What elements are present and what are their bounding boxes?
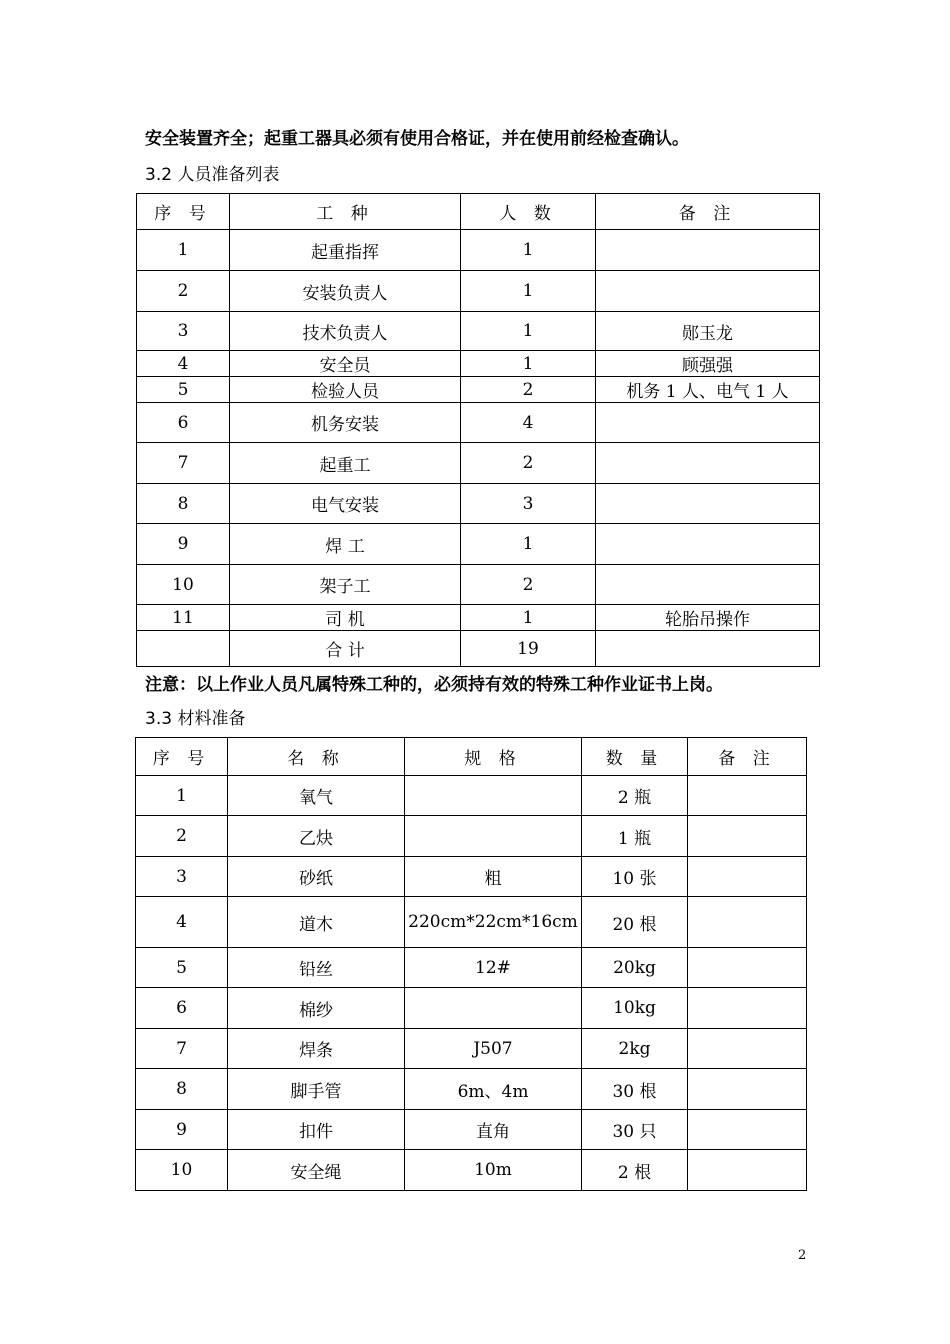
personnel_table-cell: 机务 1 人、电气 1 人 xyxy=(596,377,820,403)
personnel_table-cell: 10 xyxy=(137,565,230,605)
personnel_table-row xyxy=(137,271,820,312)
materials_table-cell: 安全绳 xyxy=(228,1150,405,1191)
personnel_table-header-cell: 工 种 xyxy=(230,194,461,230)
intro-line: 安全装置齐全；起重工器具必须有使用合格证，并在使用前经检查确认。 xyxy=(145,129,689,149)
materials_table-row xyxy=(136,988,807,1029)
personnel_table-cell xyxy=(596,484,820,524)
personnel_table-cell: 技术负责人 xyxy=(230,312,461,351)
personnel_table-cell xyxy=(137,631,230,667)
materials_table-cell: 粗 xyxy=(405,857,582,897)
personnel_table-cell: 1 xyxy=(461,605,596,631)
materials_table-cell: 30 根 xyxy=(582,1069,688,1110)
materials_table-cell: 12# xyxy=(405,948,582,988)
personnel_table-row xyxy=(137,377,820,403)
materials_table-cell xyxy=(688,988,807,1029)
personnel_table-cell: 1 xyxy=(137,230,230,271)
personnel_table-cell xyxy=(596,565,820,605)
personnel_table-cell xyxy=(596,443,820,484)
materials_table-row xyxy=(136,948,807,988)
materials_table-row xyxy=(136,1150,807,1191)
materials_table-cell: 铅丝 xyxy=(228,948,405,988)
personnel_table-cell: 安全员 xyxy=(230,351,461,377)
materials_table-cell: 2 根 xyxy=(582,1150,688,1191)
materials_table-cell: 4 xyxy=(136,897,228,948)
materials_table-cell xyxy=(688,1029,807,1069)
personnel_table-cell: 检验人员 xyxy=(230,377,461,403)
materials_table-cell: 6m、4m xyxy=(405,1069,582,1110)
materials_table-cell: 10kg xyxy=(582,988,688,1029)
personnel_table-cell xyxy=(596,403,820,443)
personnel_table-cell: 1 xyxy=(461,312,596,351)
materials_table-cell xyxy=(688,1069,807,1110)
materials_table-header-cell: 名 称 xyxy=(228,738,405,776)
materials_table-cell: 2kg xyxy=(582,1029,688,1069)
personnel_table-cell: 2 xyxy=(461,377,596,403)
personnel_table-cell: 轮胎吊操作 xyxy=(596,605,820,631)
personnel_table-cell: 8 xyxy=(137,484,230,524)
materials_table-cell: 10 xyxy=(136,1150,228,1191)
personnel_table-row xyxy=(137,443,820,484)
materials_table-cell: 2 瓶 xyxy=(582,776,688,816)
personnel_table-cell: 2 xyxy=(461,565,596,605)
section-title-materials: 3.3 材料准备 xyxy=(145,709,246,729)
personnel_table-cell: 合 计 xyxy=(230,631,461,667)
personnel_table-row xyxy=(137,351,820,377)
personnel_table-header-row xyxy=(137,194,820,230)
materials_table-cell xyxy=(405,776,582,816)
materials_table-cell xyxy=(688,1110,807,1150)
materials_table-cell: 5 xyxy=(136,948,228,988)
personnel_table-cell: 11 xyxy=(137,605,230,631)
materials_table-cell: 10m xyxy=(405,1150,582,1191)
personnel_table-cell: 顾强强 xyxy=(596,351,820,377)
personnel_table-cell xyxy=(596,230,820,271)
personnel_table-row xyxy=(137,230,820,271)
personnel_table-cell: 6 xyxy=(137,403,230,443)
materials_table-cell xyxy=(688,948,807,988)
personnel_table-cell: 起重工 xyxy=(230,443,461,484)
materials_table-cell: 乙炔 xyxy=(228,816,405,857)
personnel_table-cell: 19 xyxy=(461,631,596,667)
personnel_table-row xyxy=(137,605,820,631)
personnel_table-cell: 司 机 xyxy=(230,605,461,631)
personnel-table xyxy=(136,193,820,667)
materials_table-cell xyxy=(405,816,582,857)
personnel_table-cell xyxy=(596,631,820,667)
personnel_table-cell: 1 xyxy=(461,230,596,271)
personnel_table-cell: 2 xyxy=(137,271,230,312)
materials_table-header-cell: 规 格 xyxy=(405,738,582,776)
materials_table-cell: 20kg xyxy=(582,948,688,988)
section-title-personnel: 3.2 人员准备列表 xyxy=(145,165,280,185)
personnel_table-row xyxy=(137,631,820,667)
personnel_table-cell xyxy=(596,524,820,565)
personnel_table-cell: 3 xyxy=(461,484,596,524)
materials_table-row xyxy=(136,857,807,897)
materials_table-cell: 7 xyxy=(136,1029,228,1069)
personnel_table-cell: 2 xyxy=(461,443,596,484)
personnel_table-cell: 郧玉龙 xyxy=(596,312,820,351)
materials_table-cell xyxy=(688,776,807,816)
personnel_table-row xyxy=(137,565,820,605)
personnel_table-cell: 起重指挥 xyxy=(230,230,461,271)
materials_table-cell: 道木 xyxy=(228,897,405,948)
personnel_table-cell: 焊 工 xyxy=(230,524,461,565)
personnel_table-header-cell: 备 注 xyxy=(596,194,820,230)
materials_table-header-row xyxy=(136,738,807,776)
materials_table-cell: 1 瓶 xyxy=(582,816,688,857)
materials_table-cell: 扣件 xyxy=(228,1110,405,1150)
personnel_table-cell: 1 xyxy=(461,351,596,377)
personnel_table-cell: 5 xyxy=(137,377,230,403)
materials_table-cell: 焊条 xyxy=(228,1029,405,1069)
materials_table-cell: 9 xyxy=(136,1110,228,1150)
materials-table xyxy=(135,737,807,1191)
personnel_table-cell xyxy=(596,271,820,312)
materials_table-header-cell: 备 注 xyxy=(688,738,807,776)
personnel_table-cell: 1 xyxy=(461,271,596,312)
personnel_table-cell: 架子工 xyxy=(230,565,461,605)
personnel_table-cell: 安装负责人 xyxy=(230,271,461,312)
materials_table-cell: 20 根 xyxy=(582,897,688,948)
personnel_table-cell: 机务安装 xyxy=(230,403,461,443)
materials_table-cell: 1 xyxy=(136,776,228,816)
materials_table-cell: 8 xyxy=(136,1069,228,1110)
materials_table-row xyxy=(136,1029,807,1069)
personnel_table-cell: 7 xyxy=(137,443,230,484)
personnel_table-cell: 9 xyxy=(137,524,230,565)
materials_table-cell: 10 张 xyxy=(582,857,688,897)
materials_table-cell xyxy=(405,988,582,1029)
materials_table-cell: 脚手管 xyxy=(228,1069,405,1110)
materials_table-row xyxy=(136,816,807,857)
materials_table-row xyxy=(136,1110,807,1150)
materials_table-cell xyxy=(688,816,807,857)
materials_table-cell: 氧气 xyxy=(228,776,405,816)
page-number: 2 xyxy=(798,1248,807,1263)
materials_table-row xyxy=(136,776,807,816)
materials_table-header-cell: 序 号 xyxy=(136,738,228,776)
materials_table-cell xyxy=(688,1150,807,1191)
materials_table-cell: 220cm*22cm*16cm xyxy=(405,897,582,948)
materials_table-cell: 2 xyxy=(136,816,228,857)
materials_table-header-cell: 数 量 xyxy=(582,738,688,776)
personnel_table-header-cell: 序 号 xyxy=(137,194,230,230)
personnel_table-cell: 4 xyxy=(461,403,596,443)
materials_table-cell xyxy=(688,897,807,948)
personnel_table-cell: 4 xyxy=(137,351,230,377)
materials_table-cell: J507 xyxy=(405,1029,582,1069)
personnel_table-cell: 电气安装 xyxy=(230,484,461,524)
personnel_table-cell: 1 xyxy=(461,524,596,565)
personnel_table-row xyxy=(137,524,820,565)
personnel_table-row xyxy=(137,312,820,351)
materials_table-cell: 30 只 xyxy=(582,1110,688,1150)
materials_table-cell: 3 xyxy=(136,857,228,897)
materials_table-cell: 直角 xyxy=(405,1110,582,1150)
personnel_table-cell: 3 xyxy=(137,312,230,351)
personnel_table-row xyxy=(137,484,820,524)
materials_table-cell: 棉纱 xyxy=(228,988,405,1029)
personnel_table-row xyxy=(137,403,820,443)
materials_table-cell: 6 xyxy=(136,988,228,1029)
personnel_table-header-cell: 人 数 xyxy=(461,194,596,230)
materials_table-cell: 砂纸 xyxy=(228,857,405,897)
materials_table-row xyxy=(136,897,807,948)
materials_table-cell xyxy=(688,857,807,897)
note-line: 注意：以上作业人员凡属特殊工种的，必须持有效的特殊工种作业证书上岗。 xyxy=(145,675,723,695)
materials_table-row xyxy=(136,1069,807,1110)
